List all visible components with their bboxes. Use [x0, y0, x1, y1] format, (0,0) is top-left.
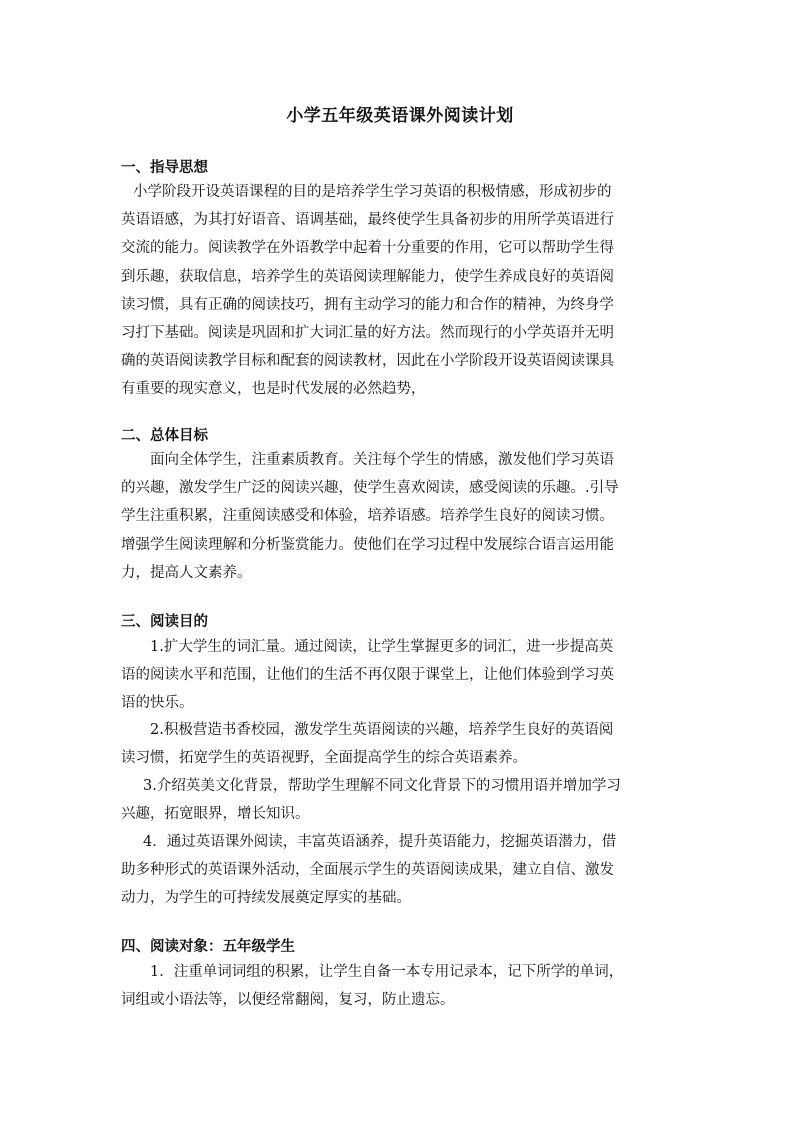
- text-line: 语的阅读水平和范围，让他们的生活不再仅限于课堂上，让他们体验到学习英: [121, 667, 614, 684]
- paragraph-guiding-ideology: [121, 178, 681, 404]
- paragraph-target-1: [121, 958, 681, 1014]
- text-line: 的兴趣，激发学生广泛的阅读兴趣，使学生喜欢阅读，感受阅读的乐趣。.引导: [121, 480, 619, 497]
- paragraph-overall-goals: [121, 446, 681, 587]
- text-line: 读习惯，拓宽学生的英语视野，全面提高学生的综合英语素养。: [121, 750, 527, 767]
- section-heading-guiding-ideology: 一、指导思想: [121, 160, 208, 176]
- text-line: 1.扩大学生的词汇量。通过阅读，让学生掌握更多的词汇，进一步提高英: [150, 639, 614, 655]
- text-line: 习打下基础。阅读是巩固和扩大词汇量的好方法。然而现行的小学英语并无明: [121, 324, 614, 341]
- text-line: 4．通过英语课外阅读，丰富英语涵养，提升英语能力，挖掘英语潜力，借: [143, 834, 617, 850]
- section-heading-reading-target: 四、阅读对象：五年级学生: [121, 939, 295, 955]
- paragraph-purpose-1: [121, 633, 681, 718]
- text-line: 读习惯，具有正确的阅读技巧，拥有主动学习的能力和合作的精神，为终身学: [121, 296, 614, 313]
- text-line: 面向全体学生，注重素质教育。关注每个学生的情感，激发他们学习英语: [150, 452, 614, 468]
- text-line: 到乐趣，获取信息，培养学生的英语阅读理解能力，使学生养成良好的英语阅: [121, 268, 614, 285]
- paragraph-purpose-3: [121, 772, 681, 828]
- text-line: 英语语感，为其打好语音、语调基础，最终使学生具备初步的用所学英语进行: [121, 212, 614, 229]
- section-heading-reading-purpose: 三、阅读目的: [121, 614, 208, 630]
- text-line: 兴趣，拓宽眼界，增长知识。: [121, 806, 310, 823]
- text-line: 动力，为学生的可持续发展奠定厚实的基础。: [121, 890, 411, 907]
- text-line: 增强学生阅读理解和分析鉴赏能力。使他们在学习过程中发展综合语言运用能: [121, 536, 614, 553]
- text-line: 有重要的现实意义，也是时代发展的必然趋势，: [121, 381, 426, 398]
- text-line: 1．注重单词词组的积累，让学生自备一本专用记录本，记下所学的单词，: [150, 964, 624, 980]
- document-title: 小学五年级英语课外阅读计划: [286, 106, 514, 126]
- section-heading-overall-goals: 二、总体目标: [121, 428, 208, 444]
- text-line: 学生注重积累，注重阅读感受和体验，培养语感。培养学生良好的阅读习惯。: [121, 508, 614, 525]
- text-line: 词组或小语法等，以便经常翻阅，复习，防止遗忘。: [121, 992, 455, 1009]
- paragraph-purpose-4: [121, 828, 681, 913]
- paragraph-purpose-2: [121, 716, 681, 772]
- text-line: 确的英语阅读教学目标和配套的阅读教材，因此在小学阶段开设英语阅读课具: [121, 353, 614, 370]
- text-line: 交流的能力。阅读教学在外语教学中起着十分重要的作用，它可以帮助学生得: [121, 240, 614, 257]
- text-line: 3.介绍英美文化背景，帮助学生理解不同文化背景下的习惯用语并增加学习: [143, 778, 621, 794]
- text-line: 助多种形式的英语课外活动，全面展示学生的英语阅读成果，建立自信、激发: [121, 862, 614, 879]
- text-line: 2.积极营造书香校园，激发学生英语阅读的兴趣，培养学生良好的英语阅: [150, 722, 614, 738]
- text-line: 力，提高人文素养。: [121, 564, 252, 581]
- text-line: 语的快乐。: [121, 695, 194, 712]
- text-line: 小学阶段开设英语课程的目的是培养学生学习英语的积极情感，形成初步的: [133, 184, 612, 200]
